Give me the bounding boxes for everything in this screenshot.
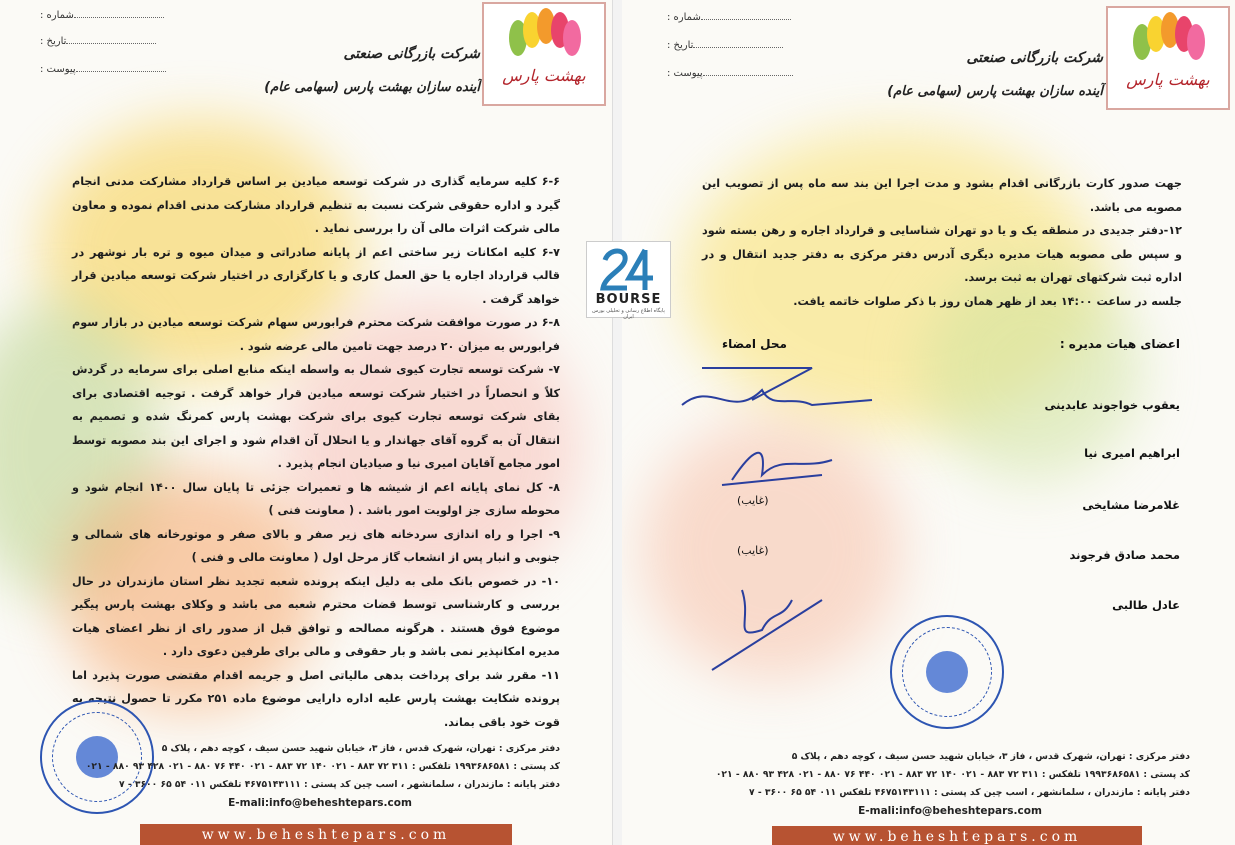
date-field: تاریخ : <box>40 36 160 47</box>
company-name: آینده سازان بهشت پارس (سهامی عام) <box>887 84 1103 99</box>
footer-email: E-mali:info@beheshtepars.com <box>228 797 412 809</box>
bourse-watermark <box>586 241 671 318</box>
logo-brand-text: بهشت پارس <box>1126 70 1210 89</box>
footer-terminal: دفتر پایانه : مازندران ، سلمانشهر ، اسب چین کد پستی : ۴۶۷۵۱۴۳۱۱۱ تلفکس ۰۱۱ ۵۴ ۶۵ ۳۶۰۰ - ۷ <box>119 779 560 790</box>
company-type: شرکت بازرگانی صنعتی <box>343 46 480 62</box>
letter-footer <box>80 740 560 812</box>
paragraph: ۱۲-دفتر جدیدی در منطقه یک و یا دو تهران شناسایی و قرارداد اجاره و رهن بسته شود و سپس طی مصوبه هیات مدیره دیگری آدرس دفتر مرکزی به دفتر جدید انتقال و در اداره ثبت شرکتهای تهران به ثبت برسد. <box>702 224 1182 284</box>
flower-logo-icon <box>1128 12 1208 68</box>
company-header <box>264 46 480 95</box>
footer-phones: کد پستی : ۱۹۹۳۶۸۶۵۸۱ تلفکس : ۳۱۱ ۷۲ ۸۸۳ - ۰۲۱ ۱۴۰ ۷۲ ۸۸۳ - ۰۲۱ ۴۴۰ ۷۶ ۸۸۰ - ۰۲۱ ۴۲۸ ۹۳ ۸۸۰ - ۰۲۱ <box>715 769 1190 780</box>
number-field: شماره : <box>40 10 168 21</box>
attachment-field: پیوست : <box>667 68 797 79</box>
letter-body <box>702 172 1182 313</box>
paragraph: ۷- شرکت توسعه تجارت کیوی شمال به واسطه اینکه منابع اصلی برای سرمایه در گردش کلاً و انحصاراً در اختیار شرکت توسعه میادین قرار خواهد گرفت . توجیه اقتصادی برای بقای شرکت توسعه تجارت کیوی برای شرکت بهشت پارس کمرنگ شده و تصمیم به انتقال آن به گروه آقای جهاندار و یا انحلال آن اقدام شود و اجرای این بند مصوبه توسط امور مجامع آقایان امیری نیا و صیادیان انجام پذیرد . <box>72 363 560 470</box>
footer-address: دفتر مرکزی : تهران، شهرک قدس ، فاز ۳، خیابان شهید حسن سیف ، کوچه دهم ، پلاک ۵ <box>791 751 1190 762</box>
board-member: یعقوب خواجوند عابدینی <box>1044 398 1180 412</box>
bourse-24-logo-icon <box>599 246 657 292</box>
signature-place-title: محل امضاء <box>722 337 787 351</box>
board-member: ابراهیم امیری نیا <box>1084 446 1180 460</box>
paragraph: ۱۰- در خصوص بانک ملی به دلیل اینکه پرونده شعبه تجدید نظر استان مازندران در حال بررسی و کارشناسی توسط قضات محترم شعبه می باشد و وکلای بهشت پارس پیگیر موضوع فوق هستند . هرگونه مصالحه و توافق قبل از صدور رای از نظر اعضای هیات مدیره امکانپذیر نمی باشد و بار حقوقی و مالی برای طرفین دعوی دارد . <box>72 574 560 658</box>
signature-1 <box>682 368 872 405</box>
seal-flower-icon <box>926 651 968 693</box>
footer-email: E-mali:info@beheshtepars.com <box>858 805 1042 817</box>
left-letter-page <box>0 0 612 845</box>
board-members-title: اعضای هیات مدیره : <box>1059 337 1180 351</box>
paragraph: ۶-۶ کلیه سرمایه گذاری در شرکت توسعه میادین بر اساس قرارداد مشارکت مدنی انجام گیرد و اداره حقوقی شرکت نسبت به تنظیم قرارداد مشارکت مدنی اقدام نموده و معاون مالی شرکت اثرات مالی آن را بررسی نماید . <box>72 175 560 235</box>
company-seal <box>890 615 1004 729</box>
footer-phones: کد پستی : ۱۹۹۳۶۸۶۵۸۱ تلفکس : ۳۱۱ ۷۲ ۸۸۳ - ۰۲۱ ۱۴۰ ۷۲ ۸۸۳ - ۰۲۱ ۴۴۰ ۷۶ ۸۸۰ - ۰۲۱ ۴۲۸ ۹۳ ۸۸۰ - ۰۲۱ <box>85 761 560 772</box>
board-member: عادل طالبی <box>1112 598 1180 612</box>
date-field: تاریخ : <box>667 40 787 51</box>
absent-note: (غایب) <box>737 544 769 557</box>
board-member: غلامرضا مشایخی <box>1082 498 1180 512</box>
company-logo <box>482 2 606 106</box>
attachment-field: پیوست : <box>40 64 170 75</box>
paragraph: ۶-۸ در صورت موافقت شرکت محترم فرابورس سهام شرکت توسعه میادین در بازار سوم فرابورس به میزان ۲۰ درصد جهت تامین مالی عرضه شود . <box>72 316 560 353</box>
absent-note: (غایب) <box>737 494 769 507</box>
footer-address: دفتر مرکزی : تهران، شهرک قدس ، فاز ۳، خیابان شهید حسن سیف ، کوچه دهم ، پلاک ۵ <box>161 743 560 754</box>
website-bar: www.beheshtepars.com <box>140 824 512 845</box>
paragraph: ۸- کل نمای پایانه اعم از شیشه ها و تعمیرات جزئی تا پایان سال ۱۴۰۰ انجام شود و محوطه سازی جز اولویت امور باشد . ( معاونت فنی ) <box>72 480 560 517</box>
website-bar: www.beheshtepars.com <box>772 826 1142 845</box>
signature-5 <box>712 590 822 670</box>
bourse-subtitle: پایگاه اطلاع رسانی و تحلیلی بورس ایران <box>592 308 665 320</box>
letter-body <box>72 170 560 734</box>
signatures-drawing <box>672 360 902 680</box>
signature-2 <box>722 453 832 485</box>
paragraph: ۹- اجرا و راه اندازی سردخانه های زیر صفر و بالای صفر و موتورخانه های شمالی و جنوبی و انبار پس از انشعاب گاز مرحل اول ( معاونت مالی و فنی ) <box>72 527 560 564</box>
number-field: شماره : <box>667 12 795 23</box>
footer-terminal: دفتر پایانه : مازندران ، سلمانشهر ، اسب چین کد پستی : ۴۶۷۵۱۴۳۱۱۱ تلفکس ۰۱۱ ۵۴ ۶۵ ۳۶۰۰ - ۷ <box>749 787 1190 798</box>
company-logo <box>1106 6 1230 110</box>
right-letter-page <box>622 0 1235 845</box>
company-header <box>887 50 1103 99</box>
company-type: شرکت بازرگانی صنعتی <box>966 50 1103 66</box>
paragraph: ۱۱- مقرر شد برای پرداخت بدهی مالیاتی اصل و جریمه اقدام مقتضی صورت پذیرد اما پرونده شکایت بهشت پارس علیه اداره دارایی موضوع ماده ۲۵۱ مکرر تا حصول نتیجه به قوت خود باقی بماند. <box>72 668 560 729</box>
bourse-brand: BOURSE <box>595 292 662 307</box>
letter-footer <box>710 748 1190 820</box>
company-name: آینده سازان بهشت پارس (سهامی عام) <box>264 80 480 95</box>
logo-brand-text: بهشت پارس <box>502 66 586 85</box>
paragraph: جهت صدور کارت بازرگانی اقدام بشود و مدت اجرا این بند سه ماه پس از تصویب این مصوبه می باشد. <box>702 177 1182 214</box>
flower-logo-icon <box>504 8 584 64</box>
paragraph: جلسه در ساعت ۱۴:۰۰ بعد از ظهر همان روز با ذکر صلوات خاتمه یافت. <box>793 294 1182 308</box>
board-member: محمد صادق فرجوند <box>1069 548 1180 562</box>
paragraph: ۶-۷ کلیه امکانات زیر ساختی اعم از پایانه صادراتی و میدان میوه و تره بار نوشهر در قالب قرارداد اجاره یا حق العمل کاری و یا کارگزاری در اختیار شرکت توسعه میادین قرار خواهد گرفت . <box>72 245 560 306</box>
